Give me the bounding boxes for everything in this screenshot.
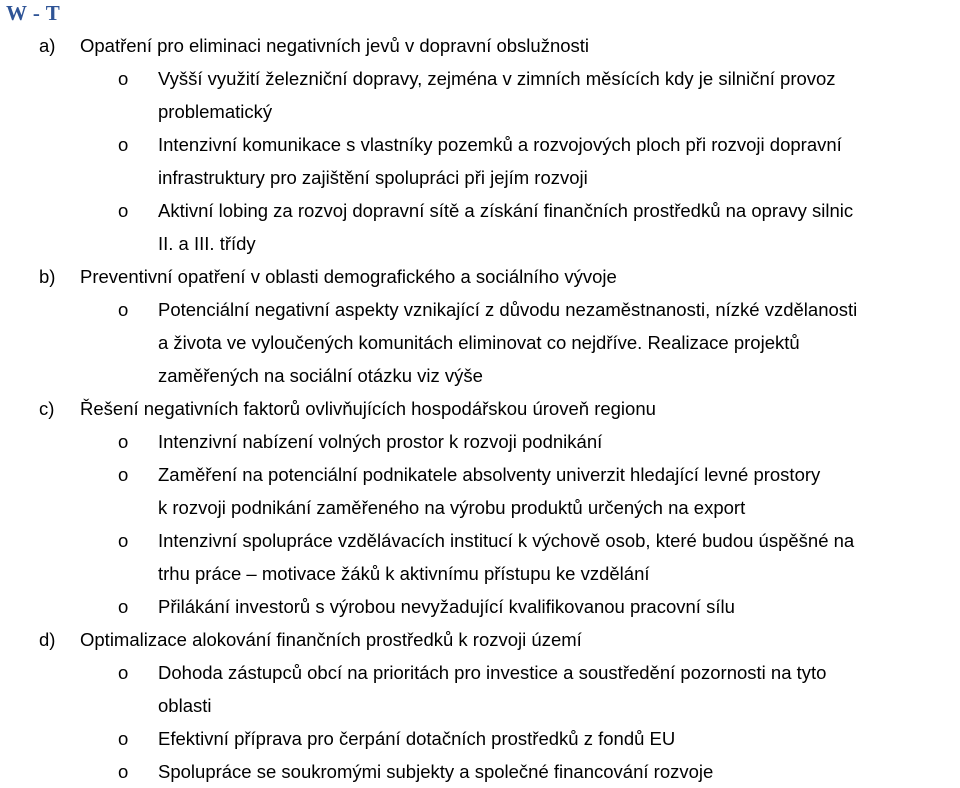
outline-section <box>0 392 960 623</box>
bullet-list <box>0 293 960 392</box>
bullet-icon: o <box>118 299 129 320</box>
list-item <box>0 722 960 755</box>
section-marker: c) <box>39 398 55 419</box>
list-item <box>0 656 960 722</box>
list-item-line: Vyšší využití železniční dopravy, zejména v zimních měsících kdy je silniční provoz <box>158 68 836 89</box>
section-marker: a) <box>39 35 56 56</box>
section-heading <box>0 623 960 656</box>
list-item-line: Spolupráce se soukromými subjekty a společné financování rozvoje <box>158 761 714 782</box>
bullet-icon: o <box>118 728 129 749</box>
section-title: Řešení negativních faktorů ovlivňujících hospodářskou úroveň regionu <box>80 398 656 419</box>
list-item-line: Přilákání investorů s výrobou nevyžadující kvalifikovanou pracovní sílu <box>158 596 735 617</box>
bullet-icon: o <box>118 662 129 683</box>
section-title: Optimalizace alokování finančních prostředků k rozvoji území <box>80 629 582 650</box>
bullet-icon: o <box>118 200 129 221</box>
list-item-line: Efektivní příprava pro čerpání dotačních prostředků z fondů EU <box>158 728 676 749</box>
section-heading <box>0 392 960 425</box>
section-heading <box>0 29 960 62</box>
list-item-line: oblasti <box>158 695 212 716</box>
list-item-line: problematický <box>158 101 273 122</box>
outline-section <box>0 623 960 788</box>
section-title: Preventivní opatření v oblasti demografického a sociálního vývoje <box>80 266 617 287</box>
list-item-line: Intenzivní komunikace s vlastníky pozemků a rozvojových ploch při rozvoji dopravní <box>158 134 842 155</box>
outline-section <box>0 29 960 260</box>
bullet-icon: o <box>118 464 129 485</box>
list-item-line: II. a III. třídy <box>158 233 256 254</box>
list-item-line: Potenciální negativní aspekty vznikající z důvodu nezaměstnanosti, nízké vzdělanosti <box>158 299 858 320</box>
section-marker: d) <box>39 629 56 650</box>
outline-section <box>0 260 960 392</box>
bullet-icon: o <box>118 134 129 155</box>
bullet-icon: o <box>118 530 129 551</box>
section-title: Opatření pro eliminaci negativních jevů v dopravní obslužnosti <box>80 35 590 56</box>
bullet-list <box>0 425 960 623</box>
list-item <box>0 293 960 392</box>
bullet-icon: o <box>118 68 129 89</box>
list-item <box>0 62 960 128</box>
list-item-line: trhu práce – motivace žáků k aktivnímu přístupu ke vzdělání <box>158 563 650 584</box>
section-marker: b) <box>39 266 56 287</box>
bullet-icon: o <box>118 596 129 617</box>
list-item-line: Zaměření na potenciální podnikatele absolventy univerzit hledající levné prostory <box>158 464 821 485</box>
list-item-line: Intenzivní spolupráce vzdělávacích institucí k výchově osob, které budou úspěšné na <box>158 530 855 551</box>
list-item-line: k rozvoji podnikání zaměřeného na výrobu produktů určených na export <box>158 497 746 518</box>
list-item-line: Dohoda zástupců obcí na prioritách pro investice a soustředění pozornosti na tyto <box>158 662 827 683</box>
list-item-line: a života ve vyloučených komunitách eliminovat co nejdříve. Realizace projektů <box>158 332 800 353</box>
list-item <box>0 458 960 524</box>
list-item <box>0 425 960 458</box>
list-item <box>0 590 960 623</box>
section-heading <box>0 260 960 293</box>
list-item-line: infrastruktury pro zajištění spolupráci při jejím rozvoji <box>158 167 588 188</box>
list-item-line: zaměřených na sociální otázku viz výše <box>158 365 483 386</box>
bullet-list <box>0 62 960 260</box>
document-body <box>0 29 960 788</box>
list-item <box>0 524 960 590</box>
bullet-list <box>0 656 960 788</box>
list-item <box>0 194 960 260</box>
list-item-line: Aktivní lobing za rozvoj dopravní sítě a získání finančních prostředků na opravy silnic <box>158 200 854 221</box>
bullet-icon: o <box>118 761 129 782</box>
list-item <box>0 755 960 788</box>
list-item <box>0 128 960 194</box>
bullet-icon: o <box>118 431 129 452</box>
list-item-line: Intenzivní nabízení volných prostor k rozvoji podnikání <box>158 431 603 452</box>
page-heading: W - T <box>6 1 61 25</box>
